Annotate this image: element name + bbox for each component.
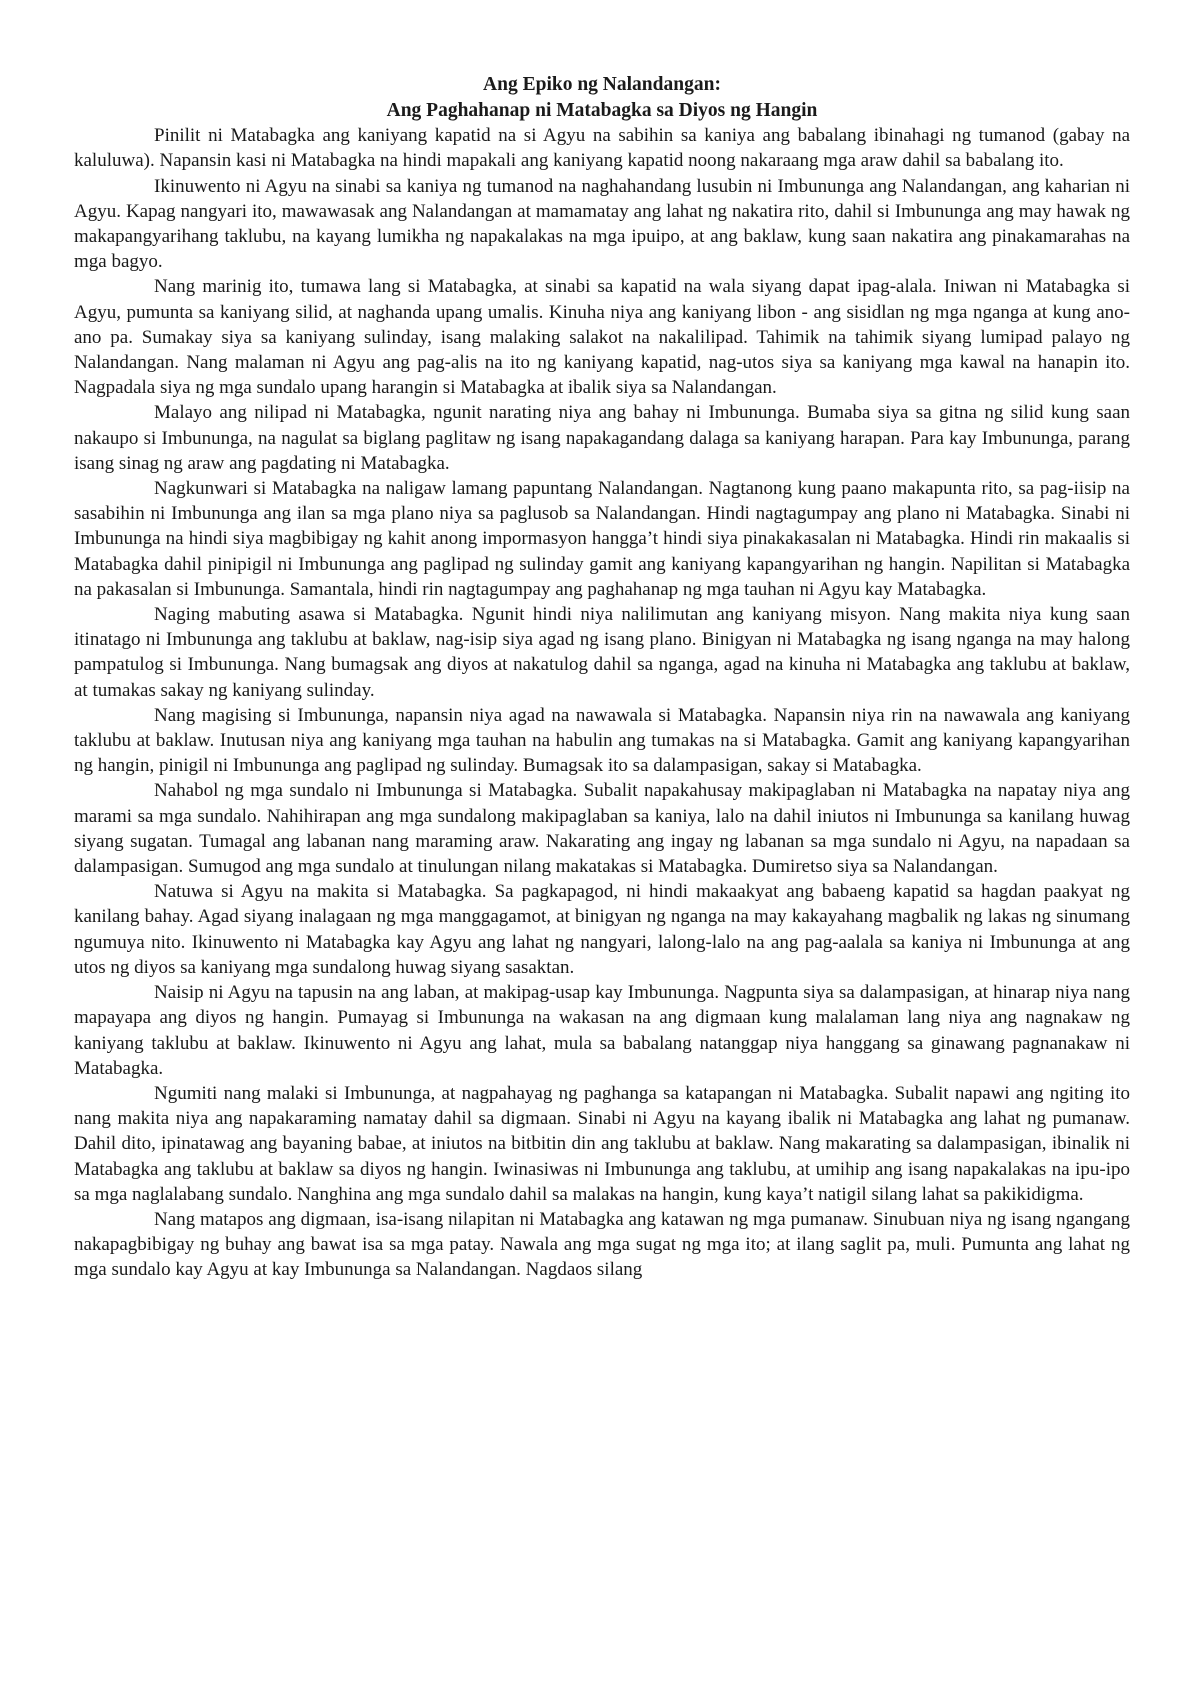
paragraph: Ngumiti nang malaki si Imbununga, at nagpahayag ng paghanga sa katapangan ni Matabagka. Subalit napawi ang ngiting ito nang makita niya ang napakaraming namatay dahil sa digmaan. Sinabi ni Agyu na kayang ibalik ni Matabagka ang lahat ng pumanaw. Dahil dito, ipinatawag ang bayaning babae, at iniutos na bitbitin din ang taklubu at baklaw. Nang makarating sa dalampasigan, ibinalik ni Matabagka ang taklubu at baklaw sa diyos ng hangin. Iwinasiwas ni Imbununga ang taklubu, at umihip ang isang napakalakas na ipu-ipo sa mga naglalabang sundalo. Nanghina ang mga sundalo dahil sa malakas na hangin, kung kaya’t natigil silang lahat sa pakikidigma.: [74, 1082, 1130, 1205]
paragraph: Naisip ni Agyu na tapusin na ang laban, at makipag-usap kay Imbununga. Nagpunta siya sa dalampasigan, at hinarap niya nang mapayapa ang diyos ng hangin. Pumayag si Imbununga na wakasan na ang digmaan kung malalaman lang niya ang nagnakaw ng kaniyang taklubu at baklaw. Ikinuwento ni Agyu ang lahat, mula sa babalang natanggap niya hanggang sa ginawang pagnanakaw ni Matabagka.: [74, 982, 1130, 1079]
paragraph: Natuwa si Agyu na makita si Matabagka. Sa pagkapagod, ni hindi makaakyat ang babaeng kapatid sa hagdan paakyat ng kanilang bahay. Agad siyang inalagaan ng mga manggagamot, at binigyan ng nganga na may kakayahang magbalik ng lakas ng sinumang ngumuya nito. Ikinuwento ni Matabagka kay Agyu ang lahat ng nangyari, lalong-lalo na ang pag-aalala sa kaniya ni Imbununga at ang utos ng diyos sa kaniyang mga sundalong huwag siyang sasaktan.: [74, 881, 1130, 978]
paragraph: Naging mabuting asawa si Matabagka. Ngunit hindi niya nalilimutan ang kaniyang misyon. Nang makita niya kung saan itinatago ni Imbununga ang taklubu at baklaw, nag-isip siya agad ng isang plano. Binigyan ni Matabagka ng isang nganga na may halong pampatulog si Imbununga. Nang bumagsak ang diyos at nakatulog dahil sa nganga, agad na kinuha ni Matabagka ang taklubu at baklaw, at tumakas sakay ng kaniyang sulinday.: [74, 604, 1130, 701]
paragraph: Malayo ang nilipad ni Matabagka, ngunit narating niya ang bahay ni Imbununga. Bumaba siya sa gitna ng silid kung saan nakaupo si Imbununga, na nagulat sa biglang paglitaw ng isang napakagandang dalaga sa kaniyang harapan. Para kay Imbununga, parang isang sinag ng araw ang pagdating ni Matabagka.: [74, 402, 1130, 474]
paragraph: Nahabol ng mga sundalo ni Imbununga si Matabagka. Subalit napakahusay makipaglaban ni Matabagka na napatay niya ang marami sa mga sundalo. Nahihirapan ang mga sundalong makipaglaban sa kaniya, lalo na dahil iniutos ni Imbununga sa kanilang huwag siyang sugatan. Tumagal ang labanan nang maraming araw. Nakarating ang ingay ng labanan sa mga sundalo ni Agyu, na napadaan sa dalampasigan. Sumugod ang mga sundalo at tinulungan nilang makatakas si Matabagka. Dumiretso siya sa Nalandangan.: [74, 780, 1130, 878]
title-line-1: Ang Epiko ng Nalandangan:: [483, 74, 721, 95]
paragraph: Nang magising si Imbununga, napansin niya agad na nawawala si Matabagka. Napansin niya rin na nawawala ang kaniyang taklubu at baklaw. Inutusan niya ang kaniyang mga tauhan na habulin ang tumakas na si Matabagka. Gamit ang kaniyang kapangyarihan ng hangin, pinigil ni Imbununga ang paglipad ng sulinday. Bumagsak ito sa dalampasigan, sakay si Matabagka.: [74, 704, 1130, 777]
paragraph: Nang marinig ito, tumawa lang si Matabagka, at sinabi sa kapatid na wala siyang dapat ipag-alala. Iniwan ni Matabagka si Agyu, pumunta sa kaniyang silid, at naghanda upang umalis. Kinuha niya ang kaniyang libon - ang sisidlan ng mga nganga at kung ano-ano pa. Sumakay siya sa kaniyang sulinday, isang malaking salakot na nakalilipad. Tahimik na tahimik siyang lumipad palayo ng Nalandangan. Nang malaman ni Agyu ang pag-alis na ito ng kaniyang kapatid, nag-utos siya sa kaniyang mga kawal na hanapin ito. Nagpadala siya ng mga sundalo upang harangin si Matabagka at ibalik siya sa Nalandangan.: [74, 276, 1130, 399]
document-page: [74, 72, 1130, 1283]
paragraph: Ikinuwento ni Agyu na sinabi sa kaniya ng tumanod na naghahandang lusubin ni Imbununga ang Nalandangan, ang kaharian ni Agyu. Kapag nangyari ito, mawawasak ang Nalandangan at mamamatay ang lahat ng nakatira rito, dahil si Imbununga ang may hawak ng makapangyarihang taklubu, na kayang lumikha ng napakalakas na mga ipuipo, at ang baklaw, kung saan nakatira ang pinakamarahas na mga bagyo.: [74, 175, 1130, 273]
paragraph: Nang matapos ang digmaan, isa-isang nilapitan ni Matabagka ang katawan ng mga pumanaw. Sinubuan niya ng isang ngangang nakapagbibigay ng buhay ang bawat isa sa mga patay. Nawala ang mga sugat ng mga ito; at ilang saglit pa, muli. Pumunta ang lahat ng mga sundalo kay Agyu at kay Imbununga sa Nalandangan. Nagdaos silang: [74, 1208, 1130, 1281]
title-line-2: Ang Paghahanap ni Matabagka sa Diyos ng Hangin: [386, 99, 818, 121]
paragraph: Nagkunwari si Matabagka na naligaw lamang papuntang Nalandangan. Nagtanong kung paano makapunta rito, sa pag-iisip na sasabihin ni Imbununga ang ilan sa mga plano niya sa paglusob sa Nalandangan. Hindi nagtagumpay ang plano ni Matabagka. Sinabi ni Imbununga na hindi siya magbibigay ng kahit anong impormasyon hangga’t hindi siya pinakakasalan ni Matabagka. Hindi rin makaalis si Matabagka dahil pinipigil ni Imbununga ang paglipad ng sulinday gamit ang kaniyang kapangyarihan ng hangin. Napilitan si Matabagka na pakasalan si Imbununga. Samantala, hindi rin nagtagumpay ang paghahanap ng mga tauhan ni Agyu kay Matabagka.: [74, 478, 1130, 600]
paragraph: Pinilit ni Matabagka ang kaniyang kapatid na si Agyu na sabihin sa kaniya ang babalang ibinahagi ng tumanod (gabay na kaluluwa). Napansin kasi ni Matabagka na hindi mapakali ang kaniyang kapatid noong nakaraang mga araw dahil sa babalang ito.: [74, 125, 1130, 172]
